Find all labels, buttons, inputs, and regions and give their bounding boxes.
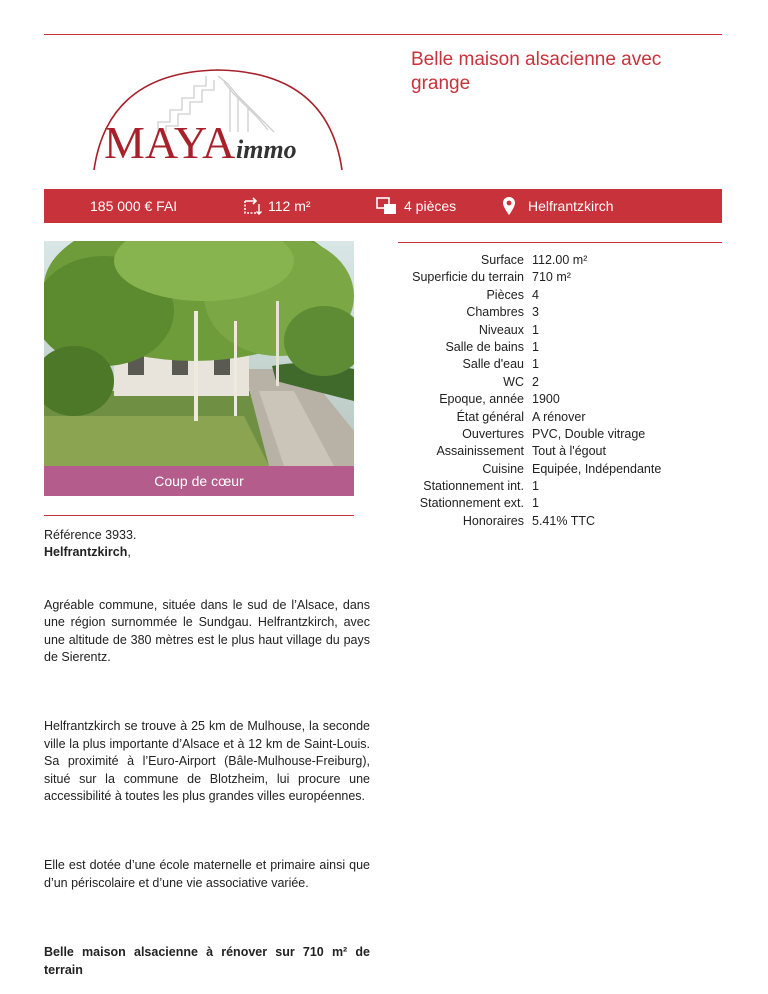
spec-value: 1	[532, 479, 539, 494]
spec-label: Epoque, année	[439, 392, 524, 407]
city-bold: Helfrantzkirch	[44, 545, 128, 560]
spec-row	[400, 322, 720, 339]
spec-row	[400, 409, 720, 426]
spec-row	[400, 304, 720, 321]
spec-label: WC	[503, 374, 524, 389]
spec-label: Salle de bains	[445, 339, 524, 354]
spec-row	[400, 391, 720, 408]
spec-label: Ouvertures	[462, 426, 524, 441]
spec-label: État général	[456, 409, 524, 424]
spec-value: 5.41% TTC	[532, 513, 595, 528]
spec-value: 710 m²	[532, 270, 571, 285]
spec-row	[400, 287, 720, 304]
summary-bar	[44, 189, 722, 223]
spec-row	[400, 478, 720, 495]
surface-icon	[242, 196, 262, 216]
spec-value: Equipée, Indépendante	[532, 461, 662, 476]
rooms-icon	[376, 196, 398, 216]
spec-row	[400, 513, 720, 530]
spec-value: PVC, Double vitrage	[532, 426, 646, 441]
spec-value: 4	[532, 287, 539, 302]
logo-brand-sub: immo	[236, 135, 297, 164]
spec-label: Pièces	[486, 287, 524, 302]
spec-row	[400, 339, 720, 356]
price-cell	[90, 189, 177, 223]
city-cell	[502, 189, 614, 223]
spec-row	[400, 495, 720, 512]
surface-cell	[242, 189, 311, 223]
spec-label: Assainissement	[436, 444, 524, 459]
coup-de-coeur-badge: Coup de cœur	[44, 466, 354, 496]
city-suffix: ,	[127, 545, 131, 560]
spec-value: Tout à l'égout	[532, 444, 606, 459]
top-divider	[44, 34, 722, 35]
city: Helfrantzkirch	[528, 198, 614, 214]
spec-value: 1	[532, 322, 539, 337]
spec-row	[400, 461, 720, 478]
spec-label: Salle d'eau	[462, 357, 524, 372]
price: 185 000 € FAI	[90, 198, 178, 214]
spec-label: Honoraires	[462, 513, 524, 528]
spec-value: 3	[532, 305, 539, 320]
spec-value: 1	[532, 496, 539, 511]
spec-label: Cuisine	[482, 461, 524, 476]
description	[44, 527, 370, 979]
description-paragraph-1: Agréable commune, située dans le sud de l’Alsace, dans une région surnommée le Sundgau. Helfrantzkirch, avec une altitude de 380 mètres est le plus haut village du pays de Sierentz.	[44, 597, 370, 665]
spec-row	[400, 443, 720, 460]
spec-value: 112.00 m²	[532, 253, 588, 267]
reference: Référence 3933.	[44, 528, 137, 542]
description-paragraph-3: Elle est dotée d’une école maternelle et primaire ainsi que d’un périscolaire et d’une vie associative variée.	[44, 858, 370, 890]
surface: 112 m²	[268, 198, 311, 214]
spec-value: 1	[532, 357, 539, 372]
left-divider	[44, 515, 354, 516]
rooms: 4 pièces	[404, 198, 457, 214]
spec-label: Surface	[480, 253, 524, 267]
spec-label: Superficie du terrain	[412, 270, 524, 285]
spec-value: 2	[532, 374, 539, 389]
spec-label: Stationnement int.	[423, 479, 524, 494]
specs-table	[400, 252, 720, 530]
right-divider	[398, 242, 722, 243]
spec-label: Chambres	[466, 305, 524, 320]
location-pin-icon	[502, 196, 516, 216]
spec-row	[400, 252, 720, 269]
spec-row	[400, 426, 720, 443]
spec-label: Niveaux	[478, 322, 524, 337]
spec-row	[400, 374, 720, 391]
spec-value: A rénover	[532, 409, 586, 424]
spec-label: Stationnement ext.	[419, 496, 524, 511]
listing-title: Belle maison alsacienne avec grange	[411, 49, 662, 94]
spec-value: 1	[532, 339, 539, 354]
city-line	[44, 544, 370, 561]
spec-row	[400, 269, 720, 286]
maya-immo-logo	[78, 62, 358, 180]
description-paragraph-2: Helfrantzkirch se trouve à 25 km de Mulhouse, la seconde ville la plus importante d’Alsace et à 12 km de Saint-Louis. Sa proximité à l’Euro-Airport (Bâle-Mulhouse-Freiburg), situé sur la commune de Blotzheim, lui procure une accessibilité à toutes les plus grandes villes européennes.	[44, 719, 370, 804]
spec-value: 1900	[532, 392, 560, 407]
description-heading: Belle maison alsacienne à rénover sur 710 m² de terrain	[44, 945, 370, 977]
rooms-cell	[376, 189, 456, 223]
logo-brand-main: MAYA	[104, 117, 236, 168]
property-photo[interactable]	[44, 241, 354, 466]
spec-row	[400, 356, 720, 373]
